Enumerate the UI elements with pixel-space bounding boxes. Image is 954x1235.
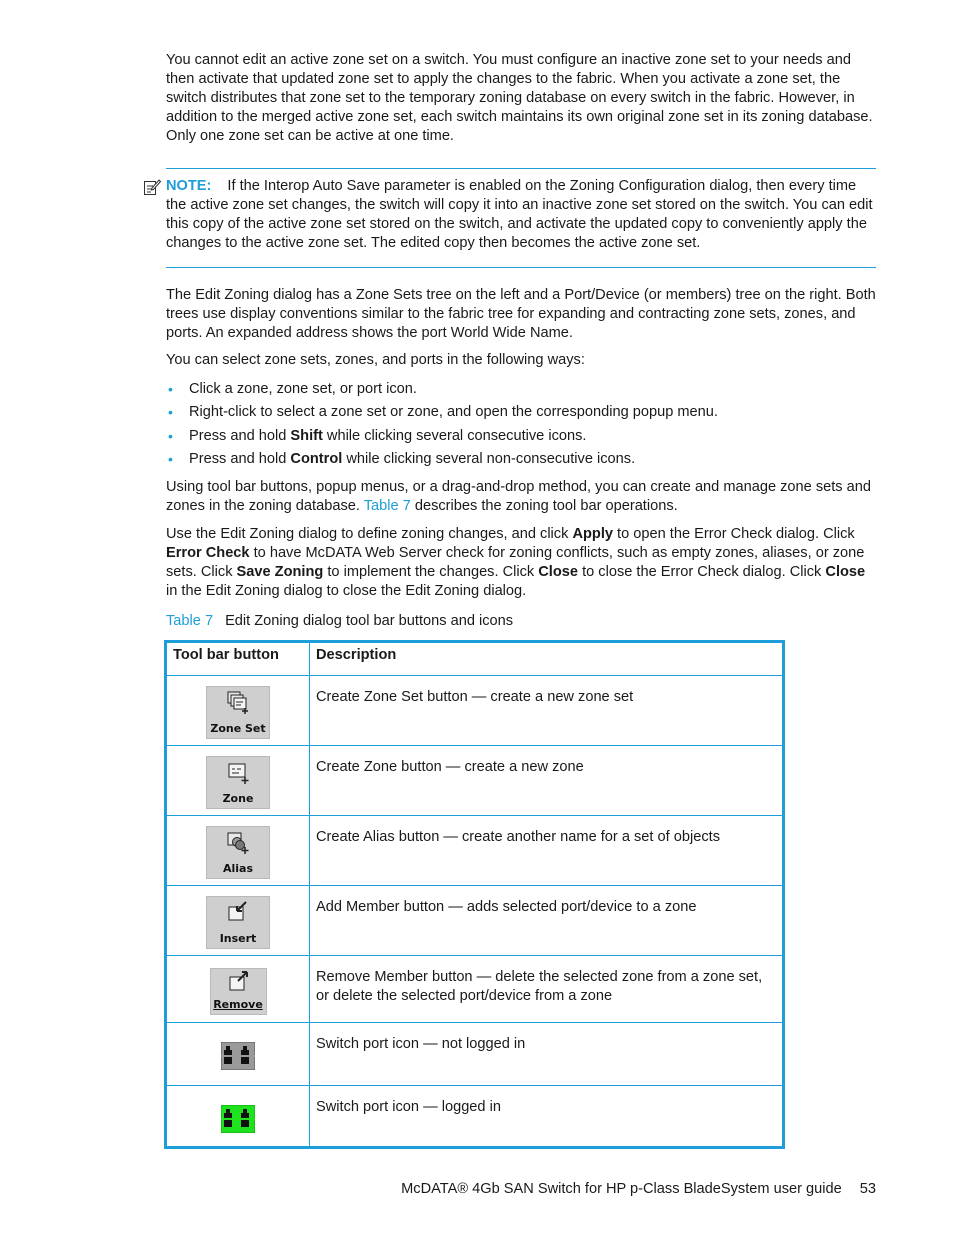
switch-port-offline-icon xyxy=(221,1042,255,1070)
toolbar-buttons-table xyxy=(164,640,785,1149)
intro-paragraph: You cannot edit an active zone set on a switch. You must configure an inactive zone set to your needs and then activate that updated zone set to apply the changes to the fabric. When you activate a zone set, the switch distributes that zone set to the temporary zoning database on every switch in the fabric. However, in addition to the merged active zone set, each switch maintains its own original zone set in its zoning database. Only one zone set can be active at one time. xyxy=(166,52,873,144)
table-row xyxy=(166,676,784,746)
alias-button-label: Alias xyxy=(222,862,254,875)
insert-button xyxy=(206,896,270,949)
insert-icon xyxy=(226,901,250,925)
table-cell: Create Alias button — create another name for a set of objects xyxy=(310,816,784,886)
insert-button-label: Insert xyxy=(219,932,257,945)
remove-icon xyxy=(227,971,251,995)
table-row xyxy=(166,1023,784,1086)
zone-button-label: Zone xyxy=(222,792,254,805)
table-row xyxy=(166,746,784,816)
trees-paragraph: The Edit Zoning dialog has a Zone Sets tree on the left and a Port/Device (or members) tree on the right. Both trees use display conventions similar to the fabric tree for expanding and contracting zone sets, zones, and ports. An expanded address shows the port World Wide Name. xyxy=(166,287,876,341)
remove-button-label: Remove xyxy=(213,998,263,1011)
zone-set-button xyxy=(206,686,270,739)
table-row xyxy=(166,956,784,1023)
toolbar-paragraph: Using tool bar buttons, popup menus, or a drag-and-drop method, you can create and manage zone sets and zones in the zoning database. Table 7 describes the zoning tool bar operations. xyxy=(166,479,872,514)
alias-icon xyxy=(226,831,250,855)
select-paragraph: You can select zone sets, zones, and ports in the following ways: xyxy=(166,352,585,368)
table-row xyxy=(166,816,784,886)
zone-button xyxy=(206,756,270,809)
footer-title: McDATA® 4Gb SAN Switch for HP p-Class BladeSystem user guide xyxy=(401,1181,842,1197)
zone-icon xyxy=(226,761,250,785)
column-header: Description xyxy=(310,642,784,676)
list-item: • Click a zone, zone set, or port icon. xyxy=(168,381,417,397)
remove-button xyxy=(210,968,267,1015)
table-cell: Create Zone Set button — create a new zone set xyxy=(310,676,784,746)
selection-methods-list xyxy=(166,380,876,473)
table-header-row xyxy=(166,642,784,676)
table-cell: Switch port icon — logged in xyxy=(310,1086,784,1148)
zone-set-button-label: Zone Set xyxy=(210,722,266,735)
table-row xyxy=(166,1086,784,1148)
table-cell: Create Zone button — create a new zone xyxy=(310,746,784,816)
table-caption xyxy=(166,612,513,631)
zone-set-icon xyxy=(226,691,250,715)
alias-button xyxy=(206,826,270,879)
table-7-link[interactable]: Table 7 xyxy=(363,498,411,514)
page-footer xyxy=(401,1180,876,1199)
table-cell: Add Member button — adds selected port/device to a zone xyxy=(310,886,784,956)
table-label: Table 7 xyxy=(166,613,214,629)
note-block xyxy=(166,177,876,253)
note-bottom-rule xyxy=(166,267,876,268)
table-caption-text: Edit Zoning dialog tool bar buttons and icons xyxy=(225,613,514,629)
switch-port-online-icon xyxy=(221,1105,255,1133)
apply-paragraph: Use the Edit Zoning dialog to define zoning changes, and click Apply to open the Error Check dialog. Click Error Check to have McDATA Web Server check for zoning conflicts, such as empty zones, aliases, or zone sets. Click Save Zoning to implement the changes. Click Close to close the Error Check dialog. Click Close in the Edit Zoning dialog to close the Edit Zoning dialog. xyxy=(166,526,866,599)
note-label: NOTE: xyxy=(166,178,212,194)
table-cell: Remove Member button — delete the selected zone from a zone set, or delete the selected port/device from a zone xyxy=(310,956,784,1023)
list-item: • Right-click to select a zone set or zone, and open the corresponding popup menu. xyxy=(168,404,718,421)
page-number: 53 xyxy=(859,1181,876,1197)
table-cell: Switch port icon — not logged in xyxy=(310,1023,784,1086)
table-row xyxy=(166,886,784,956)
list-item: • Press and hold Shift while clicking several consecutive icons. xyxy=(168,427,587,444)
note-top-rule xyxy=(166,168,876,169)
note-text: If the Interop Auto Save parameter is enabled on the Zoning Configuration dialog, then every time the active zone set changes, the switch will copy it into an inactive zone set stored on the switch. You can edit this copy of the active zone set stored on the switch, and activate the updated copy to conveniently apply the changes to the active zone set. The edited copy then becomes the active zone set. xyxy=(166,178,873,251)
list-item: • Press and hold Control while clicking several non-consecutive icons. xyxy=(168,450,636,467)
column-header: Tool bar button xyxy=(166,642,310,676)
note-icon xyxy=(143,178,161,196)
